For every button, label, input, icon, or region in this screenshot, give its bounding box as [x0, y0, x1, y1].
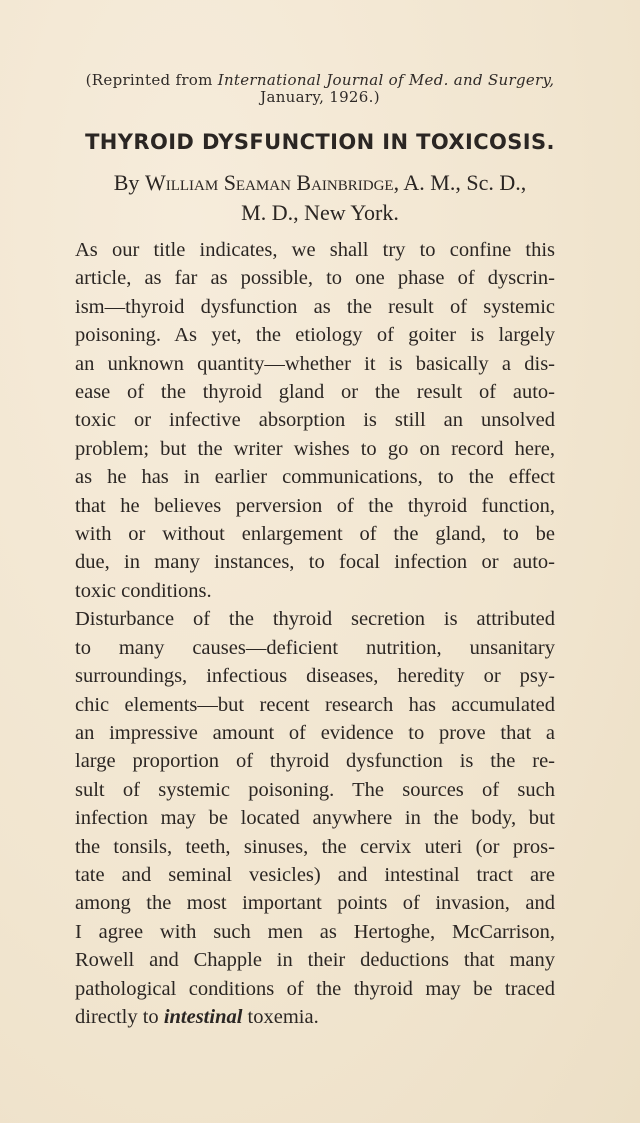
text-line: sult of systemic poisoning. The sources of such [75, 778, 555, 801]
paragraph-2 [55, 605, 555, 1031]
text-line: an impressive amount of evidence to prove that a [75, 721, 555, 744]
text-line: toxic conditions. [75, 579, 212, 602]
text-line: ease of the thyroid gland or the result of auto- [75, 381, 555, 404]
text-line: that he believes perversion of the thyroid function, [75, 494, 555, 517]
author-name: William Seaman Bainbridge, [144, 170, 400, 195]
text-line: tate and seminal vesicles) and intestinal tract are [75, 863, 555, 886]
text-line: large proportion of thyroid dysfunction is the re- [75, 750, 555, 773]
text-line: As our title indicates, we shall try to confine this [75, 239, 555, 261]
journal-name: International Journal of Med. and Surgery, [217, 71, 555, 89]
text-line: surroundings, infectious diseases, heredity or psy- [75, 665, 555, 688]
author-degrees-2: M. D., New York. [241, 200, 399, 225]
text-line: with or without enlargement of the gland, to be [75, 523, 555, 546]
text-line-final [55, 1003, 555, 1031]
emphasized-word: intestinal [163, 1005, 243, 1028]
text-line: ism—thyroid dysfunction as the result of systemic [75, 295, 555, 318]
article-title: THYROID DYSFUNCTION IN TOXICOSIS. [85, 130, 555, 154]
text-line: Disturbance of the thyroid secretion is attributed [75, 608, 555, 631]
text-line: to many causes—deficient nutrition, unsanitary [75, 636, 555, 659]
text-line: among the most important points of invasion, and [75, 892, 555, 915]
text-line: infection may be located anywhere in the body, but [75, 807, 555, 830]
final-line-prefix: directly to [75, 1005, 164, 1028]
reprint-date: January, 1926.) [260, 88, 380, 106]
text-line: problem; but the writer wishes to go on record here, [75, 437, 555, 460]
byline-line-1 [40, 168, 600, 198]
text-line: article, as far as possible, to one phase of dyscrin- [75, 267, 555, 290]
reprint-line-1 [40, 72, 600, 89]
reprint-open: (Reprinted from [85, 71, 218, 89]
text-line: chic elements—but recent research has accumulated [75, 693, 555, 716]
text-line: poisoning. As yet, the etiology of goiter is largely [75, 324, 555, 347]
text-line: pathological conditions of the thyroid may be traced [75, 977, 555, 1000]
text-line: as he has in earlier communications, to the effect [75, 466, 555, 489]
text-line: an unknown quantity—whether it is basically a dis- [75, 352, 555, 375]
paragraph-1 [55, 236, 555, 605]
text-line: the tonsils, teeth, sinuses, the cervix uteri (or pros- [75, 835, 555, 858]
final-line-suffix: toxemia. [242, 1005, 319, 1028]
text-line: Rowell and Chapple in their deductions that many [75, 949, 555, 972]
reprint-notice [40, 72, 600, 106]
byline [40, 168, 600, 228]
text-line: toxic or infective absorption is still an unsolved [75, 409, 555, 432]
byline-by: By [113, 170, 140, 195]
author-degrees-1: A. M., Sc. D., [403, 170, 527, 195]
text-line: due, in many instances, to focal infection or auto- [75, 551, 555, 574]
text-line: I agree with such men as Hertoghe, McCarrison, [75, 920, 555, 943]
article-body [55, 236, 555, 1031]
